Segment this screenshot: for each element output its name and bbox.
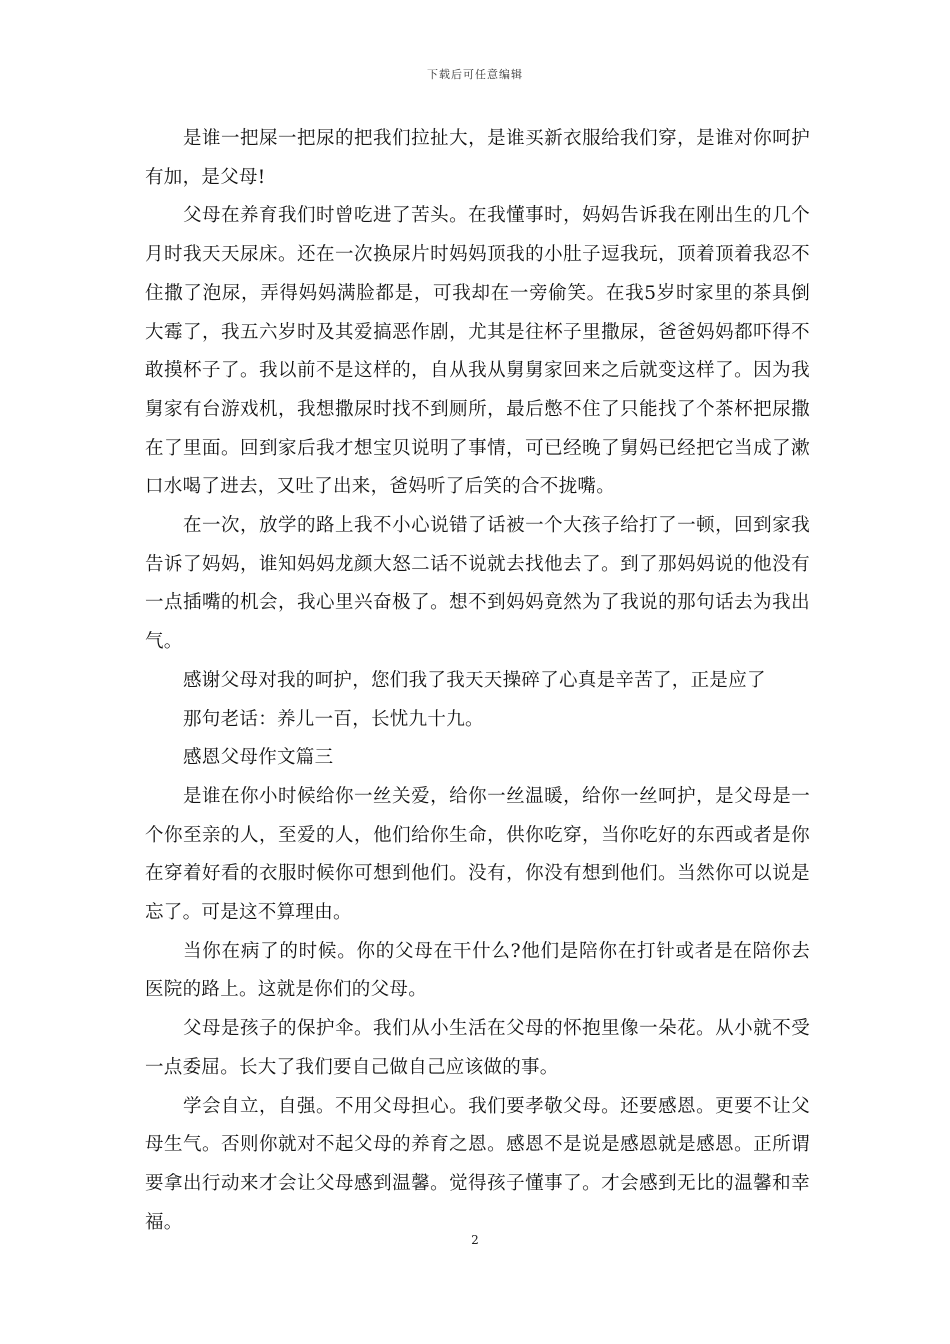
- paragraph-8: 当你在病了的时候。你的父母在干什么?他们是陪你在打针或者是在陪你去医院的路上。这就是你们的父母。: [145, 940, 810, 1001]
- paragraph-1: 是谁一把屎一把尿的把我们拉扯大，是谁买新衣服给我们穿，是谁对你呵护有加，是父母!: [145, 128, 810, 188]
- page-number: 2: [471, 1233, 479, 1247]
- document-body: [145, 120, 810, 1242]
- paragraph-3: 在一次，放学的路上我不小心说错了话被一个大孩子给打了一顿，回到家我告诉了妈妈，谁知妈妈龙颜大怒二话不说就去找他去了。到了那妈妈说的他没有一点插嘴的机会，我心里兴奋极了。想不到妈妈竟然为了我说的那句话去为我出气。: [145, 515, 810, 653]
- section-heading: 感恩父母作文篇三: [183, 747, 334, 769]
- paragraph-7: 是谁在你小时候给你一丝关爱，给你一丝温暖，给你一丝呵护，是父母是一个你至亲的人，至爱的人，他们给你生命，供你吃穿，当你吃好的东西或者是你在穿着好看的衣服时候你可想到他们。没有，你没有想到他们。当然你可以说是忘了。可是这不算理由。: [145, 785, 810, 924]
- paragraph-9: 父母是孩子的保护伞。我们从小生活在父母的怀抱里像一朵花。从小就不受一点委屈。长大了我们要自己做自己应该做的事。: [145, 1018, 810, 1078]
- paragraph-4: 感谢父母对我的呵护，您们我了我天天操碎了心真是辛苦了，正是应了: [183, 669, 766, 691]
- paragraph-2: 父母在养育我们时曾吃进了苦头。在我懂事时，妈妈告诉我在刚出生的几个月时我天天尿床。还在一次换尿片时妈妈顶我的小肚子逗我玩，顶着顶着我忍不住撒了泡尿，弄得妈妈满脸都是，可我却在一旁偷笑。在我5岁时家里的茶具倒大霉了，我五六岁时及其爱搞恶作剧，尤其是往杯子里撒尿，爸爸妈妈都吓得不敢摸杯子了。我以前不是这样的，自从我从舅舅家回来之后就变这样了。因为我舅家有台游戏机，我想撒尿时找不到厕所，最后憋不住了只能找了个茶杯把尿撒在了里面。回到家后我才想宝贝说明了事情，可已经晚了舅妈已经把它当成了漱口水喝了进去，又吐了出来，爸妈听了后笑的合不拢嘴。: [145, 205, 810, 498]
- paragraph-10: 学会自立，自强。不用父母担心。我们要孝敬父母。还要感恩。更要不让父母生气。否则你就对不起父母的养育之恩。感恩不是说是感恩就是感恩。正所谓要拿出行动来才会让父母感到温馨。觉得孩子懂事了。才会感到无比的温馨和幸福。: [145, 1095, 810, 1233]
- page-header: 下载后可任意编辑: [427, 68, 523, 81]
- paragraph-5: 那句老话：养儿一百，长忧九十九。: [183, 708, 484, 730]
